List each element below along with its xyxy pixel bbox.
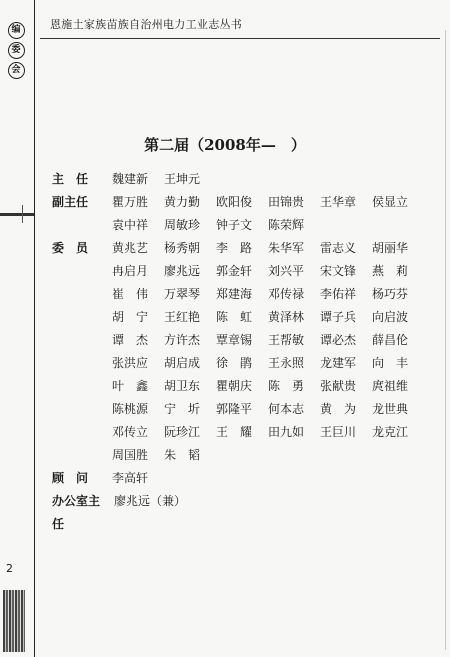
member-name: 朱 韬 [164,448,201,462]
member-name: 袁中祥 [112,218,149,232]
member-name: 覃章锡 [216,333,253,347]
scan-artifact [3,590,25,652]
member-name: 王帮敏 [268,333,305,347]
member-name: 黄 为 [320,402,357,416]
member-name: 龙克江 [372,425,409,439]
member-name: 郭金轩 [216,264,253,278]
member-name: 陈 虹 [216,310,253,324]
section-title: 第二届（2008年— ） [144,136,306,154]
member-name: 田锦贵 [268,195,305,209]
member-name: 龙建军 [320,356,357,370]
member-name: 邓传立 [112,425,149,439]
member-name: 胡卫东 [164,379,201,393]
member-name: 向 丰 [372,356,409,370]
member-name: 杨秀朝 [164,241,201,255]
name-list [112,237,442,467]
member-name: 杨巧芬 [372,287,409,301]
member-name: 冉启月 [112,264,149,278]
role-label: 副主任 [52,195,89,209]
margin-marker [0,213,34,216]
name-list [112,467,442,490]
side-stamp [7,22,25,79]
member-name: 王坤元 [164,172,201,186]
side-stamp-char: 编 [8,22,25,39]
member-name: 宁 圻 [164,402,201,416]
series-title: 恩施土家族苗族自治州电力工业志丛书 [50,18,243,31]
page-edge [445,30,446,650]
member-name: 廖兆远（兼） [114,494,187,508]
member-name: 胡启成 [164,356,201,370]
member-name: 周敏珍 [164,218,201,232]
name-list [112,191,442,237]
role-label: 主 任 [52,172,89,186]
member-name: 龙世典 [372,402,409,416]
member-name: 陈桃源 [112,402,149,416]
role-label: 委 员 [52,241,89,255]
member-name: 万翠琴 [164,287,201,301]
member-name: 朱华军 [268,241,305,255]
committee-roster [52,168,442,536]
member-name: 魏建新 [112,172,149,186]
role-label: 顾 问 [52,471,89,485]
member-name: 张献贵 [320,379,357,393]
member-name: 庹祖维 [372,379,409,393]
member-name: 邓传禄 [268,287,305,301]
member-name: 李高轩 [112,471,149,485]
roster-row [52,168,442,191]
roster-row [52,237,442,467]
member-name: 周国胜 [112,448,149,462]
member-name: 王巨川 [320,425,357,439]
member-name: 王 耀 [216,425,253,439]
member-name: 方许杰 [164,333,201,347]
member-name: 郭隆平 [216,402,253,416]
member-name: 何本志 [268,402,305,416]
member-name: 燕 莉 [372,264,409,278]
member-name: 谭必杰 [320,333,357,347]
member-name: 胡 宁 [112,310,149,324]
member-name: 王华章 [320,195,357,209]
member-name: 黄泽林 [268,310,305,324]
member-name: 欧阳俊 [216,195,253,209]
side-stamp-char: 委 [8,42,25,59]
member-name: 陈荣辉 [268,218,305,232]
member-name: 瞿朝庆 [216,379,253,393]
member-name: 刘兴平 [268,264,305,278]
member-name: 向启波 [372,310,409,324]
member-name: 雷志义 [320,241,357,255]
member-name: 薛昌伦 [372,333,409,347]
roster-row [52,467,442,490]
member-name: 王永照 [268,356,305,370]
member-name: 阮珍江 [164,425,201,439]
member-name: 徐 鹃 [216,356,253,370]
member-name: 崔 伟 [112,287,149,301]
member-name: 廖兆远 [164,264,201,278]
member-name: 谭 杰 [112,333,149,347]
margin-marker-line [22,205,23,223]
member-name: 叶 鑫 [112,379,149,393]
member-name: 瞿万胜 [112,195,149,209]
roster-row [52,490,442,536]
roster-row [52,191,442,237]
member-name: 郑建海 [216,287,253,301]
member-name: 张洪应 [112,356,149,370]
name-list [114,490,442,536]
member-name: 李佑祥 [320,287,357,301]
member-name: 谭子兵 [320,310,357,324]
member-name: 宋文锋 [320,264,357,278]
member-name: 黄兆艺 [112,241,149,255]
member-name: 钟子文 [216,218,253,232]
header-rule [40,38,440,39]
role-label: 办公室主任 [52,494,101,531]
member-name: 李 路 [216,241,253,255]
page-number: 2 [6,562,13,575]
name-list [112,168,442,191]
member-name: 胡丽华 [372,241,409,255]
member-name: 王红艳 [164,310,201,324]
member-name: 陈 勇 [268,379,305,393]
binding-margin [0,0,35,657]
side-stamp-char: 会 [8,62,25,79]
member-name: 黄力勤 [164,195,201,209]
member-name: 田九如 [268,425,305,439]
member-name: 侯显立 [372,195,409,209]
